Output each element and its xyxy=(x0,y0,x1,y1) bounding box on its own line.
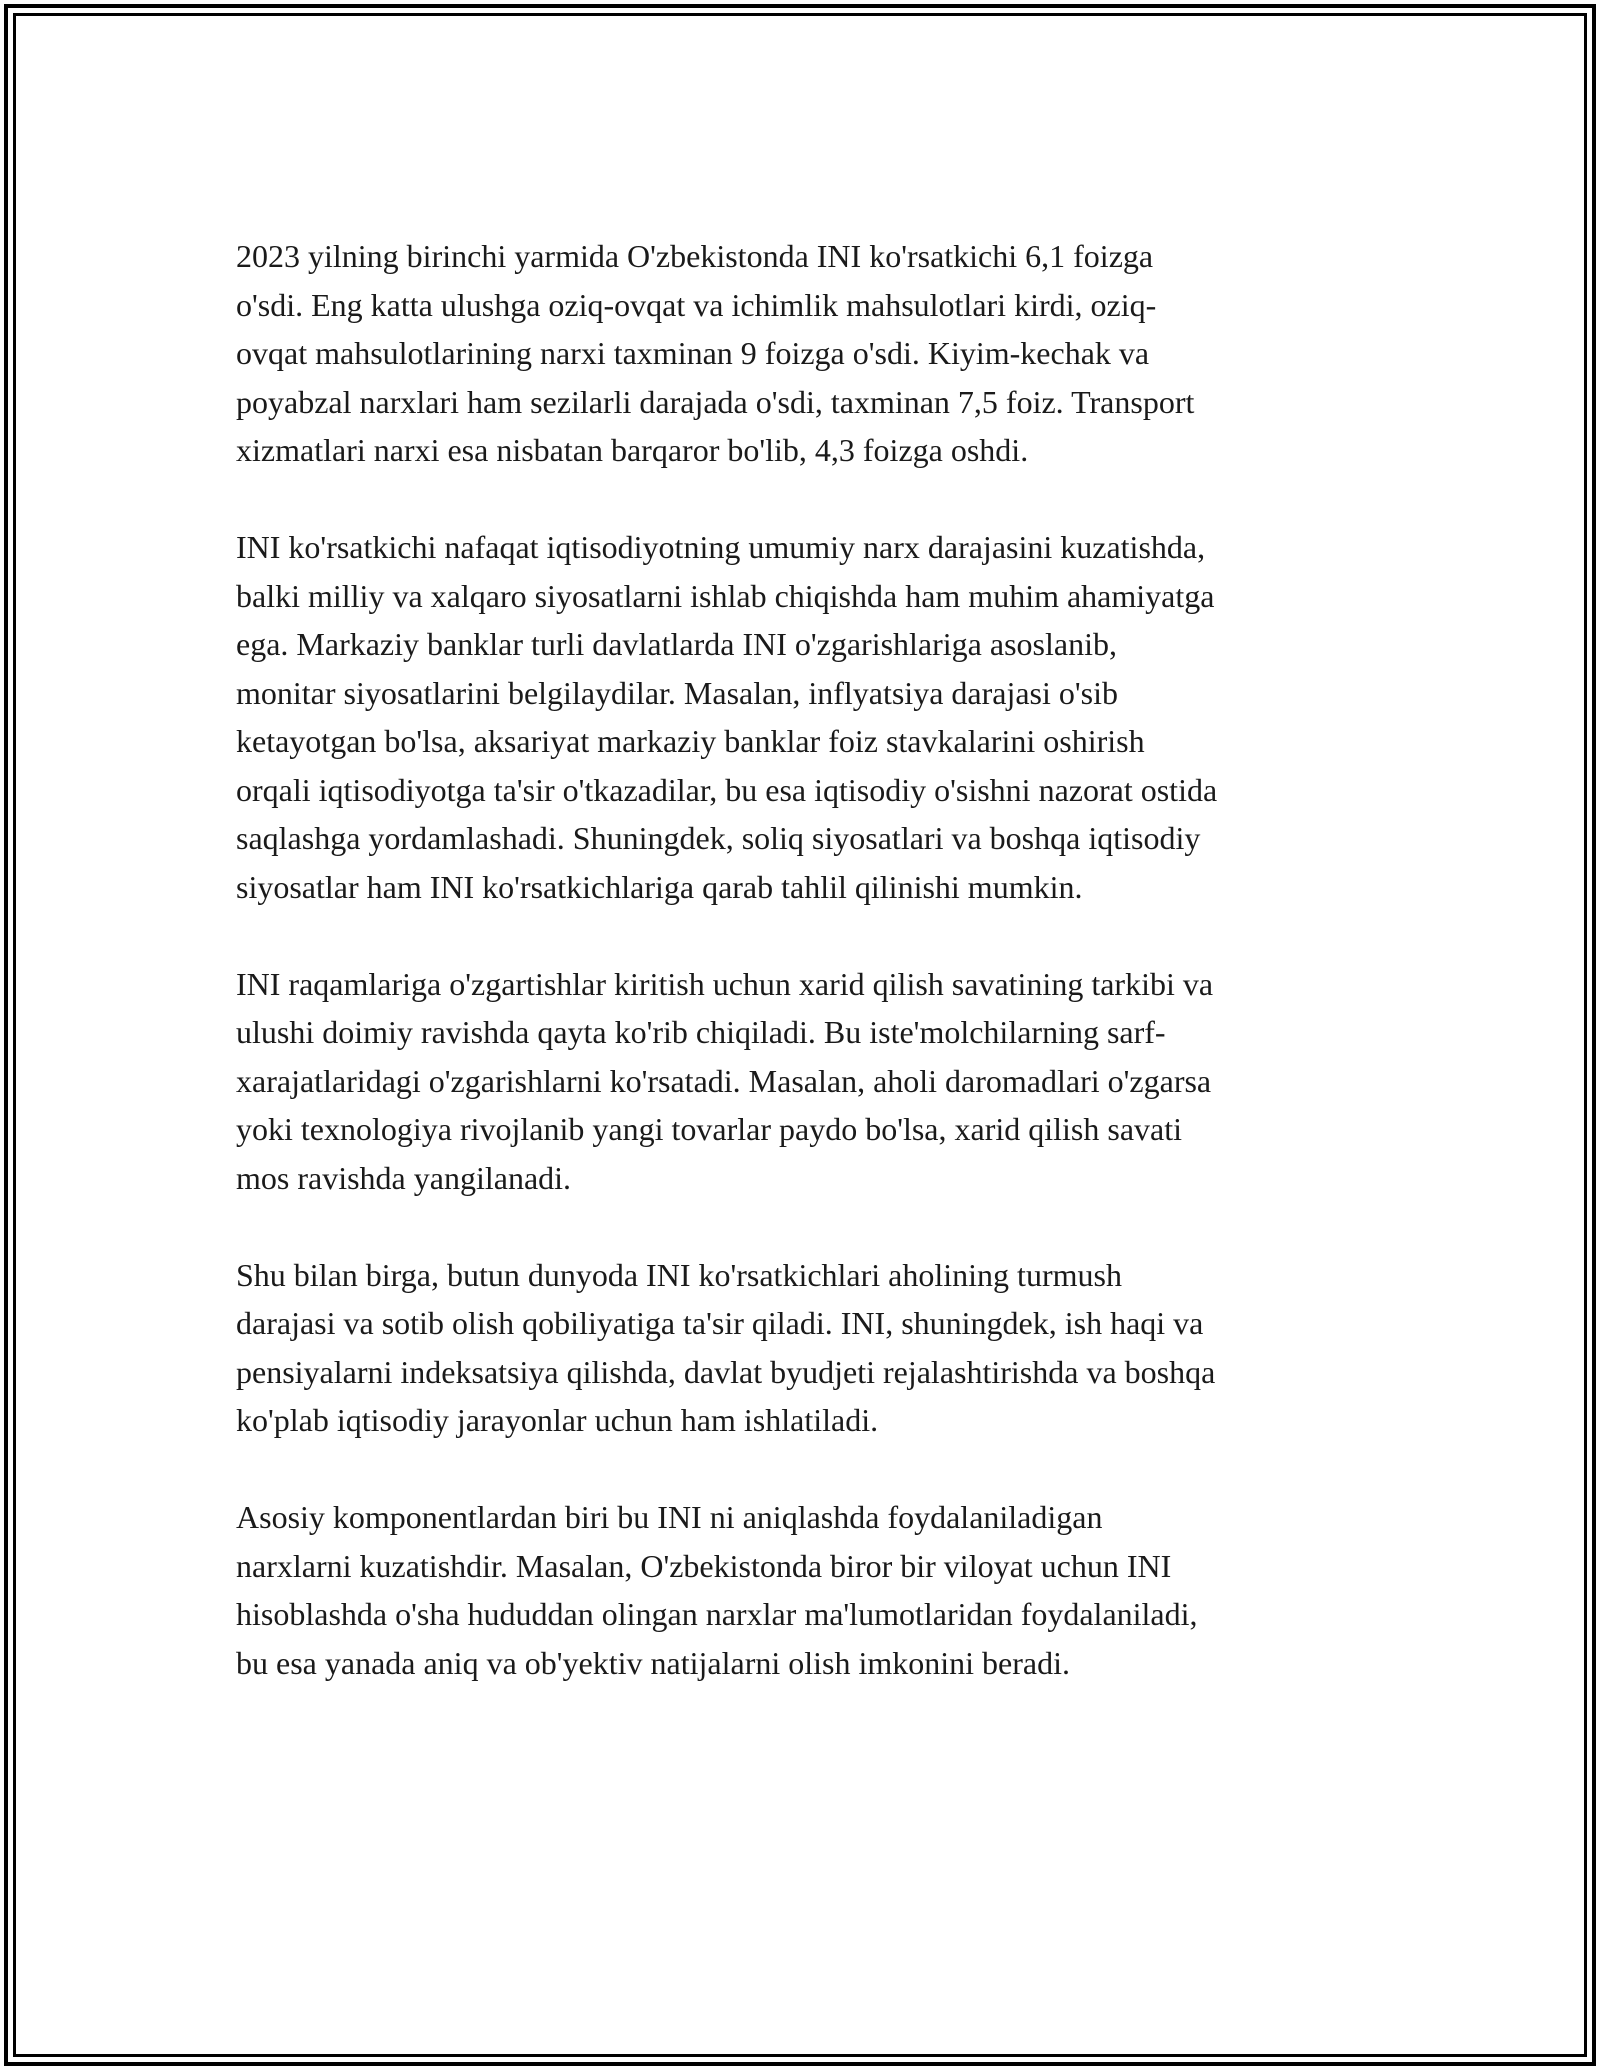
document-body xyxy=(236,232,1366,1736)
text-line: poyabzal narxlari ham sezilarli darajada o'sdi, taxminan 7,5 foiz. Transport xyxy=(236,383,1195,420)
text-line: hisoblashda o'sha hududdan olingan narxlar ma'lumotlaridan foydalaniladi, xyxy=(236,1596,1198,1632)
text-line: Shu bilan birga, butun dunyoda INI ko'rsatkichlari aholining turmush xyxy=(236,1256,1122,1293)
paragraph-1 xyxy=(236,232,1366,475)
text-line: monitar siyosatlarini belgilaydilar. Masalan, inflyatsiya darajasi o'sib xyxy=(236,674,1118,711)
text-line: ko'plab iqtisodiy jarayonlar uchun ham ishlatiladi. xyxy=(236,1402,879,1438)
paragraph-3 xyxy=(236,960,1366,1203)
text-line: ovqat mahsulotlarining narxi taxminan 9 foizga o'sdi. Kiyim-kechak va xyxy=(236,335,1150,371)
paragraph-4 xyxy=(236,1251,1366,1445)
text-line: Asosiy komponentlardan biri bu INI ni aniqlashda foydalaniladigan xyxy=(236,1499,1103,1535)
paragraph-5 xyxy=(236,1493,1366,1687)
text-line: xizmatlari narxi esa nisbatan barqaror bo'lib, 4,3 foizga oshdi. xyxy=(236,432,1029,468)
text-line: xarajatlaridagi o'zgarishlarni ko'rsatadi. Masalan, aholi daromadlari o'zgarsa xyxy=(236,1062,1212,1099)
text-line: orqali iqtisodiyotga ta'sir o'tkazadilar, bu esa iqtisodiy o'sishni nazorat ostida xyxy=(236,771,1218,808)
text-line: 2023 yilning birinchi yarmida O'zbekistonda INI ko'rsatkichi 6,1 foizga xyxy=(236,238,1154,274)
text-line: saqlashga yordamlashadi. Shuningdek, soliq siyosatlari va boshqa iqtisodiy xyxy=(236,820,1201,856)
paragraph-2 xyxy=(236,523,1366,911)
text-line: mos ravishda yangilanadi. xyxy=(236,1159,572,1196)
text-line: narxlarni kuzatishdir. Masalan, O'zbekistonda biror bir viloyat uchun INI xyxy=(236,1547,1172,1584)
text-line: ketayotgan bo'lsa, aksariyat markaziy banklar foiz stavkalarini oshirish xyxy=(236,723,1145,759)
text-line: o'sdi. Eng katta ulushga oziq-ovqat va ichimlik mahsulotlari kirdi, oziq- xyxy=(236,286,1157,323)
text-line: ulushi doimiy ravishda qayta ko'rib chiqiladi. Bu iste'molchilarning sarf- xyxy=(236,1014,1166,1050)
text-line: pensiyalarni indeksatsiya qilishda, davlat byudjeti rejalashtirishda va boshqa xyxy=(236,1353,1216,1390)
text-line: INI ko'rsatkichi nafaqat iqtisodiyotning umumiy narx darajasini kuzatishda, xyxy=(236,529,1206,565)
text-line: ega. Markaziy banklar turli davlatlarda INI o'zgarishlariga asoslanib, xyxy=(236,626,1117,662)
text-line: darajasi va sotib olish qobiliyatiga ta'sir qiladi. INI, shuningdek, ish haqi va xyxy=(236,1305,1204,1341)
text-line: yoki texnologiya rivojlanib yangi tovarlar paydo bo'lsa, xarid qilish savati xyxy=(236,1111,1183,1147)
text-line: INI raqamlariga o'zgartishlar kiritish uchun xarid qilish savatining tarkibi va xyxy=(236,965,1214,1002)
text-line: siyosatlar ham INI ko'rsatkichlariga qarab tahlil qilinishi mumkin. xyxy=(236,868,1083,905)
text-line: balki milliy va xalqaro siyosatlarni ishlab chiqishda ham muhim ahamiyatga xyxy=(236,577,1215,614)
text-line: bu esa yanada aniq va ob'yektiv natijalarni olish imkonini beradi. xyxy=(236,1644,1070,1681)
